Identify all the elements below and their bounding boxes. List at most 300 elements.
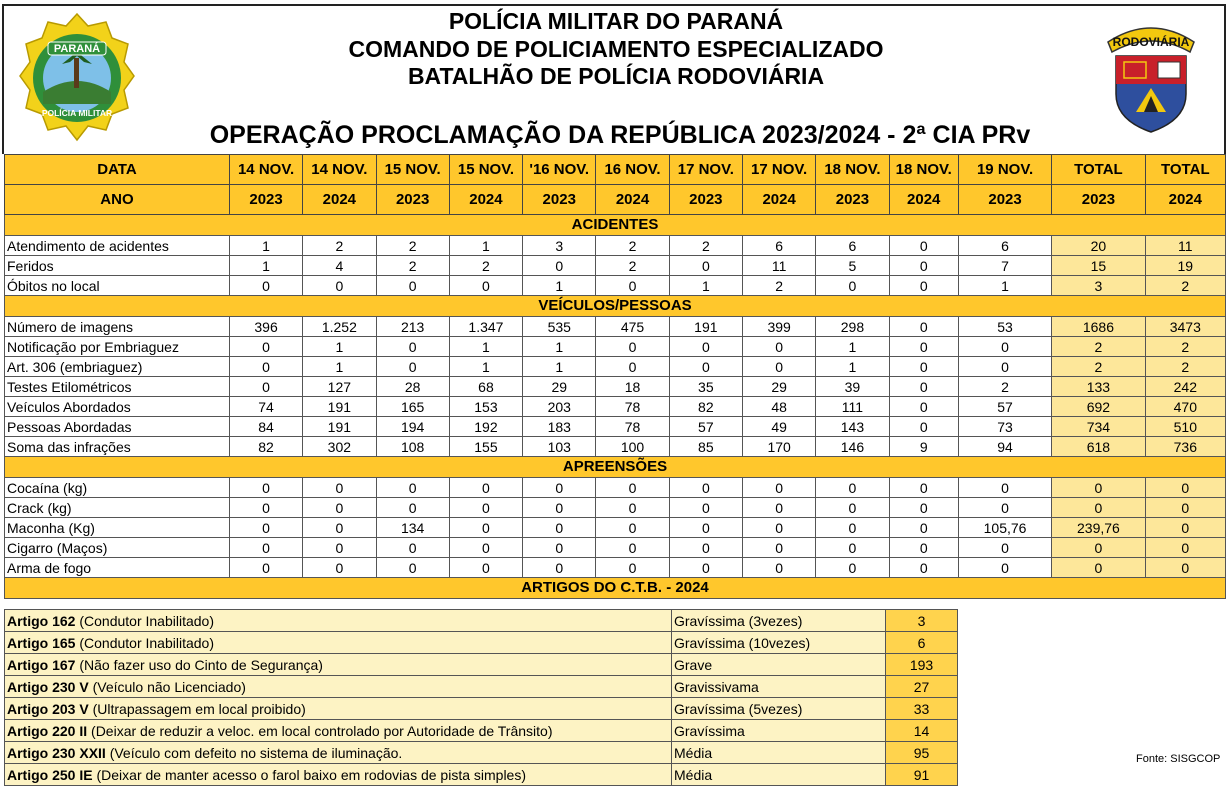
row-label: Testes Etilométricos <box>5 377 230 397</box>
value-cell: 0 <box>596 357 669 377</box>
ctb-count: 95 <box>886 742 958 764</box>
value-cell: 155 <box>449 437 522 457</box>
value-cell: 396 <box>229 317 302 337</box>
ctb-article: Artigo 162 <box>7 612 76 629</box>
value-cell: 0 <box>958 478 1051 498</box>
value-cell: 0 <box>669 256 742 276</box>
ctb-severity: Gravíssima <box>672 720 886 742</box>
ctb-article: Artigo 220 II <box>7 722 88 739</box>
value-cell: 94 <box>958 437 1051 457</box>
header-year-cell: 2024 <box>889 185 958 215</box>
value-cell: 0 <box>742 337 815 357</box>
table-row <box>5 558 1226 578</box>
ctb-row <box>5 654 958 676</box>
total-cell: 0 <box>1145 498 1225 518</box>
value-cell: 0 <box>669 538 742 558</box>
row-label: Cigarro (Maços) <box>5 538 230 558</box>
header-row-year <box>5 185 1226 215</box>
header-date-cell: TOTAL <box>1145 155 1225 185</box>
total-cell: 3473 <box>1145 317 1225 337</box>
total-cell: 0 <box>1052 558 1145 578</box>
ctb-title: ARTIGOS DO C.T.B. - 2024 <box>5 578 1226 599</box>
value-cell: 0 <box>958 498 1051 518</box>
value-cell: 2 <box>376 236 449 256</box>
value-cell: 1 <box>449 236 522 256</box>
value-cell: 0 <box>742 558 815 578</box>
value-cell: 203 <box>523 397 596 417</box>
ctb-count: 14 <box>886 720 958 742</box>
value-cell: 0 <box>889 276 958 296</box>
total-cell: 0 <box>1052 498 1145 518</box>
total-cell: 19 <box>1145 256 1225 276</box>
header-date-cell: 15 NOV. <box>449 155 522 185</box>
value-cell: 1 <box>449 337 522 357</box>
value-cell: 0 <box>889 417 958 437</box>
row-label: Notificação por Embriaguez <box>5 337 230 357</box>
header-year-cell: 2023 <box>816 185 889 215</box>
value-cell: 0 <box>816 518 889 538</box>
ctb-article: Artigo 230 V <box>7 678 89 695</box>
header-date-cell: 15 NOV. <box>376 155 449 185</box>
value-cell: 0 <box>229 518 302 538</box>
table-row <box>5 317 1226 337</box>
ctb-severity: Média <box>672 764 886 786</box>
ctb-row <box>5 720 958 742</box>
ctb-description: (Veículo não Licenciado) <box>88 678 246 695</box>
ctb-count: 193 <box>886 654 958 676</box>
value-cell: 0 <box>376 276 449 296</box>
value-cell: 0 <box>376 538 449 558</box>
value-cell: 0 <box>958 538 1051 558</box>
value-cell: 57 <box>669 417 742 437</box>
ctb-count: 27 <box>886 676 958 698</box>
ctb-count: 33 <box>886 698 958 720</box>
header-year-cell: 2023 <box>229 185 302 215</box>
source-note: Fonte: SISGCOP <box>1136 753 1221 765</box>
value-cell: 2 <box>376 256 449 276</box>
value-cell: 0 <box>816 538 889 558</box>
value-cell: 0 <box>229 538 302 558</box>
ctb-article: Artigo 250 IE <box>7 766 93 783</box>
value-cell: 1 <box>523 337 596 357</box>
total-cell: 736 <box>1145 437 1225 457</box>
title-line-1: POLÍCIA MILITAR DO PARANÁ <box>448 8 784 34</box>
value-cell: 0 <box>303 538 376 558</box>
value-cell: 0 <box>742 538 815 558</box>
value-cell: 1 <box>816 337 889 357</box>
total-cell: 2 <box>1052 337 1145 357</box>
value-cell: 35 <box>669 377 742 397</box>
value-cell: 3 <box>523 236 596 256</box>
value-cell: 11 <box>742 256 815 276</box>
ctb-row <box>5 632 958 654</box>
section-title: ACIDENTES <box>5 215 1226 236</box>
row-label: Feridos <box>5 256 230 276</box>
total-cell: 3 <box>1052 276 1145 296</box>
value-cell: 0 <box>523 478 596 498</box>
ctb-title-row <box>5 578 1226 599</box>
value-cell: 108 <box>376 437 449 457</box>
ctb-severity: Grave <box>672 654 886 676</box>
value-cell: 0 <box>889 498 958 518</box>
ctb-description: (Deixar de manter acesso o farol baixo em rodovias de pista simples) <box>92 766 527 783</box>
value-cell: 0 <box>889 236 958 256</box>
ctb-severity: Gravíssima (5vezes) <box>672 698 886 720</box>
total-cell: 20 <box>1052 236 1145 256</box>
value-cell: 0 <box>596 558 669 578</box>
total-cell: 242 <box>1145 377 1225 397</box>
value-cell: 0 <box>229 337 302 357</box>
value-cell: 1 <box>229 256 302 276</box>
value-cell: 0 <box>889 317 958 337</box>
ctb-article-cell <box>5 742 672 764</box>
header-date-label: DATA <box>5 155 230 185</box>
value-cell: 105,76 <box>958 518 1051 538</box>
ctb-row <box>5 764 958 786</box>
total-cell: 2 <box>1052 357 1145 377</box>
statistics-table <box>4 154 1226 599</box>
total-cell: 692 <box>1052 397 1145 417</box>
value-cell: 0 <box>523 256 596 276</box>
value-cell: 6 <box>742 236 815 256</box>
value-cell: 0 <box>303 558 376 578</box>
value-cell: 1.252 <box>303 317 376 337</box>
value-cell: 0 <box>742 357 815 377</box>
header-year-cell: 2024 <box>449 185 522 215</box>
value-cell: 0 <box>742 478 815 498</box>
ctb-article: Artigo 203 V <box>7 700 89 717</box>
value-cell: 29 <box>742 377 815 397</box>
total-cell: 2 <box>1145 337 1225 357</box>
value-cell: 1 <box>523 276 596 296</box>
table-row <box>5 397 1226 417</box>
section-header-row <box>5 457 1226 478</box>
value-cell: 0 <box>303 498 376 518</box>
ctb-description: (Condutor Inabilitado) <box>75 634 214 651</box>
ctb-severity: Gravissivama <box>672 676 886 698</box>
header-date-cell: 17 NOV. <box>669 155 742 185</box>
value-cell: 53 <box>958 317 1051 337</box>
total-cell: 239,76 <box>1052 518 1145 538</box>
value-cell: 0 <box>889 538 958 558</box>
value-cell: 475 <box>596 317 669 337</box>
value-cell: 0 <box>596 276 669 296</box>
ctb-description: (Não fazer uso do Cinto de Segurança) <box>75 656 323 673</box>
value-cell: 0 <box>523 538 596 558</box>
value-cell: 0 <box>958 357 1051 377</box>
header-row-date <box>5 155 1226 185</box>
table-row <box>5 357 1226 377</box>
value-cell: 0 <box>889 478 958 498</box>
value-cell: 127 <box>303 377 376 397</box>
ctb-row <box>5 698 958 720</box>
value-cell: 146 <box>816 437 889 457</box>
total-cell: 510 <box>1145 417 1225 437</box>
value-cell: 0 <box>742 498 815 518</box>
value-cell: 0 <box>669 478 742 498</box>
row-label: Veículos Abordados <box>5 397 230 417</box>
value-cell: 2 <box>958 377 1051 397</box>
value-cell: 0 <box>816 276 889 296</box>
value-cell: 183 <box>523 417 596 437</box>
value-cell: 48 <box>742 397 815 417</box>
value-cell: 165 <box>376 397 449 417</box>
value-cell: 213 <box>376 317 449 337</box>
value-cell: 0 <box>596 337 669 357</box>
value-cell: 1 <box>303 357 376 377</box>
value-cell: 0 <box>229 498 302 518</box>
section-title: APREENSÕES <box>5 457 1226 478</box>
row-label: Soma das infrações <box>5 437 230 457</box>
value-cell: 74 <box>229 397 302 417</box>
value-cell: 0 <box>889 397 958 417</box>
value-cell: 28 <box>376 377 449 397</box>
ctb-description: (Ultrapassagem em local proibido) <box>88 700 306 717</box>
value-cell: 0 <box>523 558 596 578</box>
value-cell: 0 <box>889 377 958 397</box>
value-cell: 0 <box>376 558 449 578</box>
value-cell: 78 <box>596 397 669 417</box>
value-cell: 0 <box>449 538 522 558</box>
value-cell: 0 <box>449 478 522 498</box>
row-label: Cocaína (kg) <box>5 478 230 498</box>
header-year-cell: 2024 <box>596 185 669 215</box>
table-row <box>5 478 1226 498</box>
value-cell: 1.347 <box>449 317 522 337</box>
ctb-severity: Gravíssima (10vezes) <box>672 632 886 654</box>
table-row <box>5 276 1226 296</box>
total-cell: 0 <box>1145 558 1225 578</box>
header-date-cell: '16 NOV. <box>523 155 596 185</box>
header-year-cell: 2023 <box>523 185 596 215</box>
section-header-row <box>5 215 1226 236</box>
ctb-article-cell <box>5 632 672 654</box>
table-row <box>5 337 1226 357</box>
value-cell: 78 <box>596 417 669 437</box>
total-cell: 2 <box>1145 357 1225 377</box>
value-cell: 111 <box>816 397 889 417</box>
value-cell: 0 <box>889 558 958 578</box>
table-row <box>5 538 1226 558</box>
value-cell: 1 <box>449 357 522 377</box>
ctb-count: 3 <box>886 610 958 632</box>
ctb-row <box>5 742 958 764</box>
header-year-cell: 2024 <box>303 185 376 215</box>
value-cell: 82 <box>229 437 302 457</box>
ctb-article: Artigo 167 <box>7 656 76 673</box>
value-cell: 0 <box>816 498 889 518</box>
header-year-cell: 2024 <box>1145 185 1225 215</box>
value-cell: 170 <box>742 437 815 457</box>
section-header-row <box>5 296 1226 317</box>
total-cell: 15 <box>1052 256 1145 276</box>
value-cell: 0 <box>742 518 815 538</box>
badge-text-top: PARANÁ <box>53 43 101 55</box>
value-cell: 0 <box>596 498 669 518</box>
ctb-article-cell <box>5 720 672 742</box>
row-label: Maconha (Kg) <box>5 518 230 538</box>
ctb-row <box>5 676 958 698</box>
value-cell: 1 <box>303 337 376 357</box>
ctb-article-cell <box>5 654 672 676</box>
value-cell: 2 <box>742 276 815 296</box>
value-cell: 0 <box>889 518 958 538</box>
ctb-count: 6 <box>886 632 958 654</box>
value-cell: 194 <box>376 417 449 437</box>
value-cell: 0 <box>958 558 1051 578</box>
total-cell: 0 <box>1052 538 1145 558</box>
header-date-cell: TOTAL <box>1052 155 1145 185</box>
ctb-article-cell <box>5 610 672 632</box>
total-cell: 133 <box>1052 377 1145 397</box>
total-cell: 0 <box>1145 518 1225 538</box>
value-cell: 1 <box>816 357 889 377</box>
total-cell: 470 <box>1145 397 1225 417</box>
ctb-description: (Deixar de reduzir a veloc. em local controlado por Autoridade de Trânsito) <box>87 722 553 739</box>
value-cell: 18 <box>596 377 669 397</box>
value-cell: 0 <box>889 337 958 357</box>
ctb-severity: Gravíssima (3vezes) <box>672 610 886 632</box>
table-row <box>5 256 1226 276</box>
header-year-label: ANO <box>5 185 230 215</box>
value-cell: 29 <box>523 377 596 397</box>
ctb-article-cell <box>5 676 672 698</box>
value-cell: 39 <box>816 377 889 397</box>
header-date-cell: 16 NOV. <box>596 155 669 185</box>
value-cell: 143 <box>816 417 889 437</box>
total-cell: 0 <box>1145 538 1225 558</box>
title-line-3: BATALHÃO DE POLÍCIA RODOVIÁRIA <box>407 63 825 89</box>
badge-text-bottom: POLÍCIA MILITAR <box>41 108 113 118</box>
value-cell: 1 <box>229 236 302 256</box>
value-cell: 399 <box>742 317 815 337</box>
value-cell: 1 <box>523 357 596 377</box>
value-cell: 191 <box>669 317 742 337</box>
value-cell: 0 <box>376 498 449 518</box>
section-title: VEÍCULOS/PESSOAS <box>5 296 1226 317</box>
value-cell: 0 <box>449 498 522 518</box>
value-cell: 0 <box>523 518 596 538</box>
total-cell: 11 <box>1145 236 1225 256</box>
table-row <box>5 377 1226 397</box>
value-cell: 0 <box>958 337 1051 357</box>
value-cell: 0 <box>596 518 669 538</box>
value-cell: 298 <box>816 317 889 337</box>
header-date-cell: 18 NOV. <box>816 155 889 185</box>
value-cell: 2 <box>669 236 742 256</box>
total-cell: 0 <box>1145 478 1225 498</box>
header-year-cell: 2023 <box>669 185 742 215</box>
value-cell: 0 <box>229 357 302 377</box>
ctb-description: (Veículo com defeito no sistema de iluminação. <box>105 744 403 761</box>
total-cell: 734 <box>1052 417 1145 437</box>
value-cell: 0 <box>376 337 449 357</box>
value-cell: 0 <box>449 276 522 296</box>
header-date-cell: 14 NOV. <box>303 155 376 185</box>
table-row <box>5 236 1226 256</box>
value-cell: 1 <box>669 276 742 296</box>
value-cell: 153 <box>449 397 522 417</box>
header-year-cell: 2023 <box>1052 185 1145 215</box>
header-date-cell: 14 NOV. <box>229 155 302 185</box>
total-cell: 618 <box>1052 437 1145 457</box>
value-cell: 0 <box>889 256 958 276</box>
value-cell: 0 <box>376 357 449 377</box>
header-date-cell: 18 NOV. <box>889 155 958 185</box>
value-cell: 191 <box>303 397 376 417</box>
header-year-cell: 2023 <box>958 185 1051 215</box>
value-cell: 0 <box>816 478 889 498</box>
value-cell: 0 <box>669 357 742 377</box>
value-cell: 0 <box>816 558 889 578</box>
ctb-description: (Condutor Inabilitado) <box>75 612 214 629</box>
shield-banner-text: RODOVIÁRIA <box>1112 35 1190 49</box>
ctb-severity: Média <box>672 742 886 764</box>
value-cell: 9 <box>889 437 958 457</box>
header-year-cell: 2023 <box>376 185 449 215</box>
row-label: Óbitos no local <box>5 276 230 296</box>
row-label: Número de imagens <box>5 317 230 337</box>
row-label: Art. 306 (embriaguez) <box>5 357 230 377</box>
header-date-cell: 19 NOV. <box>958 155 1051 185</box>
value-cell: 191 <box>303 417 376 437</box>
value-cell: 68 <box>449 377 522 397</box>
row-label: Arma de fogo <box>5 558 230 578</box>
value-cell: 192 <box>449 417 522 437</box>
value-cell: 0 <box>229 276 302 296</box>
value-cell: 0 <box>596 478 669 498</box>
header-date-cell: 17 NOV. <box>742 155 815 185</box>
value-cell: 84 <box>229 417 302 437</box>
value-cell: 73 <box>958 417 1051 437</box>
value-cell: 2 <box>596 236 669 256</box>
value-cell: 0 <box>669 518 742 538</box>
value-cell: 57 <box>958 397 1051 417</box>
value-cell: 0 <box>303 478 376 498</box>
ctb-article: Artigo 165 <box>7 634 76 651</box>
value-cell: 2 <box>449 256 522 276</box>
row-label: Pessoas Abordadas <box>5 417 230 437</box>
value-cell: 535 <box>523 317 596 337</box>
value-cell: 103 <box>523 437 596 457</box>
value-cell: 5 <box>816 256 889 276</box>
table-row <box>5 437 1226 457</box>
value-cell: 0 <box>669 337 742 357</box>
ctb-article-cell <box>5 764 672 786</box>
value-cell: 0 <box>669 498 742 518</box>
ctb-articles-table <box>4 609 958 786</box>
ctb-row <box>5 610 958 632</box>
value-cell: 0 <box>229 377 302 397</box>
ctb-article: Artigo 230 XXII <box>7 744 106 761</box>
total-cell: 0 <box>1052 478 1145 498</box>
table-row <box>5 498 1226 518</box>
value-cell: 2 <box>303 236 376 256</box>
value-cell: 134 <box>376 518 449 538</box>
value-cell: 0 <box>669 558 742 578</box>
value-cell: 100 <box>596 437 669 457</box>
value-cell: 2 <box>596 256 669 276</box>
value-cell: 1 <box>958 276 1051 296</box>
value-cell: 0 <box>523 498 596 518</box>
value-cell: 0 <box>229 478 302 498</box>
value-cell: 0 <box>229 558 302 578</box>
total-cell: 2 <box>1145 276 1225 296</box>
value-cell: 0 <box>449 558 522 578</box>
value-cell: 302 <box>303 437 376 457</box>
ctb-article-cell <box>5 698 672 720</box>
header-year-cell: 2024 <box>742 185 815 215</box>
